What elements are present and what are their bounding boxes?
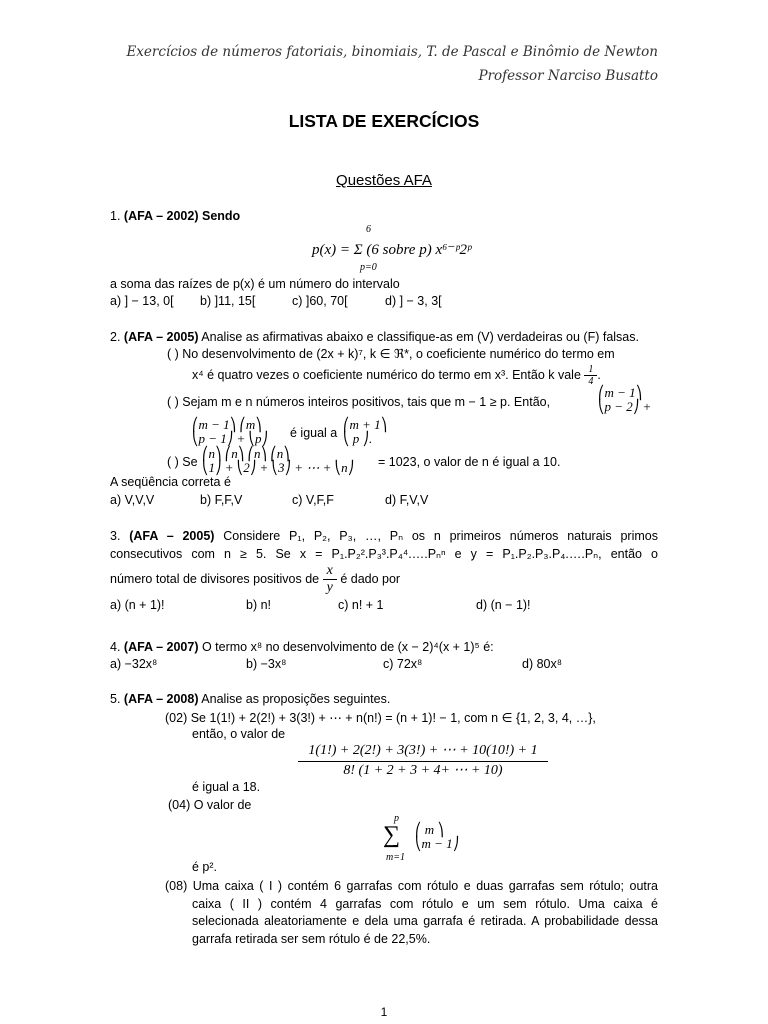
q4-option-c: c) 72x⁸ (383, 657, 423, 671)
q5-p04-sum-lower: m=1 (386, 852, 405, 863)
q3-option-d: d) (n − 1)! (476, 598, 531, 612)
q2-item2-line2: é igual a (290, 426, 338, 440)
q5-p08-line4: garrafa retirada ser sem rótulo é de 22,5%. (192, 932, 431, 946)
q3-line1 (110, 528, 658, 543)
q2-item1-line1: ( ) No desenvolvimento de (2x + k)⁷, k ∈ ℜ*, o coeficiente numérico do termo em (167, 347, 615, 361)
question-1-source: (AFA – 2002) (123, 209, 199, 223)
q2-item1-fraction-num: 1 (584, 364, 597, 376)
question-3-source: (AFA – 2005) (129, 529, 215, 543)
q3-option-c: c) n! + 1 (338, 598, 384, 612)
question-4-text: O termo x⁸ no desenvolvimento de (x − 2)⁴(x + 1)⁵ é: (201, 640, 494, 654)
header-line-2: Professor Narciso Busatto (478, 68, 658, 84)
q4-option-b: b) −3x⁸ (246, 657, 287, 671)
question-5-source: (AFA – 2008) (123, 692, 199, 706)
q3-line1-text: Considere P₁, P₂, P₃, …, Pₙ os n primeiros números naturais primos (223, 529, 658, 543)
question-4-source: (AFA – 2007) (123, 640, 199, 654)
q2-item3-line-b: = 1023, o valor de n é igual a 10. (378, 455, 561, 469)
q3-fraction-num: x (323, 563, 337, 580)
q5-p02-line1: (02) Se 1(1!) + 2(2!) + 3(3!) + ⋯ + n(n!) = (n + 1)! − 1, com n ∈ {1, 2, 3, 4, …}, (165, 711, 596, 725)
q2-item1-fraction (584, 364, 597, 387)
q5-p08-line2: caixa ( II ) contém 4 garrafas com rótulo e um sem rótulo. Uma caixa é (192, 897, 658, 911)
q1-option-d: d) ] − 3, 3[ (385, 294, 442, 308)
q2-option-c: c) V,F,F (292, 493, 334, 507)
q3-option-a: a) (n + 1)! (110, 598, 165, 612)
q3-line3 (110, 563, 400, 596)
page-number: 1 (380, 1005, 388, 1019)
q2-item3-line-a: ( ) Se (167, 455, 198, 469)
q2-option-a: a) V,V,V (110, 493, 155, 507)
q2-option-d: d) F,V,V (385, 493, 429, 507)
q5-p04-binomial: ⎛ m ⎞ ⎝m − 1⎠ (415, 822, 460, 851)
q5-p02-line2: então, o valor de (192, 727, 286, 741)
q3-fraction-den: y (326, 580, 333, 595)
q3-line3-text-a: número total de divisores positivos de (110, 571, 320, 586)
q1-option-b: b) ]11, 15[ (200, 294, 256, 308)
q1-sum-upper: 6 (366, 224, 371, 235)
q2-answer-label: A seqüência correta é (110, 475, 231, 489)
q2-item1-line2-text: x⁴ é quatro vezes o coeficiente numérico do termo em x³. Então k vale (192, 367, 581, 382)
q2-option-b: b) F,F,V (200, 493, 243, 507)
page-title: LISTA DE EXERCÍCIOS (288, 111, 480, 131)
question-5-header (110, 692, 390, 706)
question-4-number: 4. (110, 640, 121, 654)
q5-p02-fraction (298, 742, 548, 779)
q2-item1-line2: x⁴ é quatro vezes o coeficiente numérico do termo em x³. Então k vale $\frac{1}{4}$ . (192, 364, 601, 387)
q1-option-a: a) ] − 13, 0[ (110, 294, 174, 308)
question-2-number: 2. (110, 330, 121, 344)
question-4-header (110, 640, 494, 654)
q1-formula: p(x) = Σ (6 sobre p) x⁶⁻ᵖ2ᵖ (312, 242, 472, 258)
q5-p08-line3: selecionada aleatoriamente e dela uma garrafa é retirada. A probabilidade dessa (192, 914, 658, 928)
q3-option-b: b) n! (246, 598, 272, 612)
q3-line3-text-b: é dado por (340, 571, 401, 586)
q2-item1-fraction-den: 4 (588, 376, 594, 387)
question-5-intro: Analise as proposições seguintes. (201, 692, 391, 706)
section-subtitle: Questões AFA (336, 172, 432, 189)
question-5-number: 5. (110, 692, 121, 706)
q5-p04-line1: (04) O valor de (168, 798, 252, 812)
q1-option-c: c) ]60, 70[ (292, 294, 348, 308)
question-1-number: 1. (110, 209, 121, 223)
q2-item3-binomial-sum: ⎛n⎞ ⎛n⎞ ⎛n⎞ ⎛n⎞ ⎝1⎠ + ⎝2⎠ + ⎝3⎠ + ⋯ + ⎝n⎠ (202, 446, 355, 475)
q1-sum-lower: p=0 (360, 262, 377, 273)
question-1-intro: Sendo (201, 209, 241, 223)
q2-item2-binomial-2: ⎛m − 1⎞ ⎛m⎞ ⎝p − 1⎠ + ⎝p⎠ (192, 417, 269, 446)
q1-text: a soma das raízes de p(x) é um número do intervalo (110, 277, 400, 291)
q2-item2-binomial-3: ⎛m + 1⎞ ⎝ p ⎠. (343, 417, 388, 446)
q5-p02-fraction-den: 8! (1 + 2 + 3 + 4+ ⋯ + 10) (343, 763, 503, 778)
q4-option-a: a) −32x⁸ (110, 657, 158, 671)
question-3-number: 3. (110, 529, 121, 543)
question-2-header (110, 330, 639, 344)
q2-item2-binomial-1: ⎛m − 1⎞ ⎝p − 2⎠ + (598, 385, 652, 414)
q2-item2-line1: ( ) Sejam m e n números inteiros positivos, tais que m − 1 ≥ p. Então, (167, 395, 551, 409)
q5-p08-line1: (08) Uma caixa ( I ) contém 6 garrafas com rótulo e duas garrafas sem rótulo; outra (165, 879, 658, 893)
header-line-1: Exercícios de números fatoriais, binomiais, T. de Pascal e Binômio de Newton (126, 44, 658, 60)
q4-option-d: d) 80x⁸ (522, 657, 563, 671)
question-1-header (110, 209, 240, 223)
q5-p02-line3: é igual a 18. (192, 780, 261, 794)
q5-p04-sum-upper: p (394, 813, 399, 824)
q5-p04-line2: é p². (192, 860, 218, 874)
q5-p04-sum-sign: ∑ (383, 822, 401, 848)
q3-fraction (323, 563, 337, 596)
q3-line2: consecutivos com n ≥ 5. Se x = P₁.P₂².P₃³.P₄⁴.….Pₙⁿ e y = P₁.P₂.P₃.P₄.….Pₙ, então o (110, 547, 658, 561)
question-2-intro: Analise as afirmativas abaixo e classifique-as em (V) verdadeiras ou (F) falsas. (201, 330, 639, 344)
q5-p02-fraction-num: 1(1!) + 2(2!) + 3(3!) + ⋯ + 10(10!) + 1 (298, 742, 548, 762)
question-2-source: (AFA – 2005) (123, 330, 199, 344)
